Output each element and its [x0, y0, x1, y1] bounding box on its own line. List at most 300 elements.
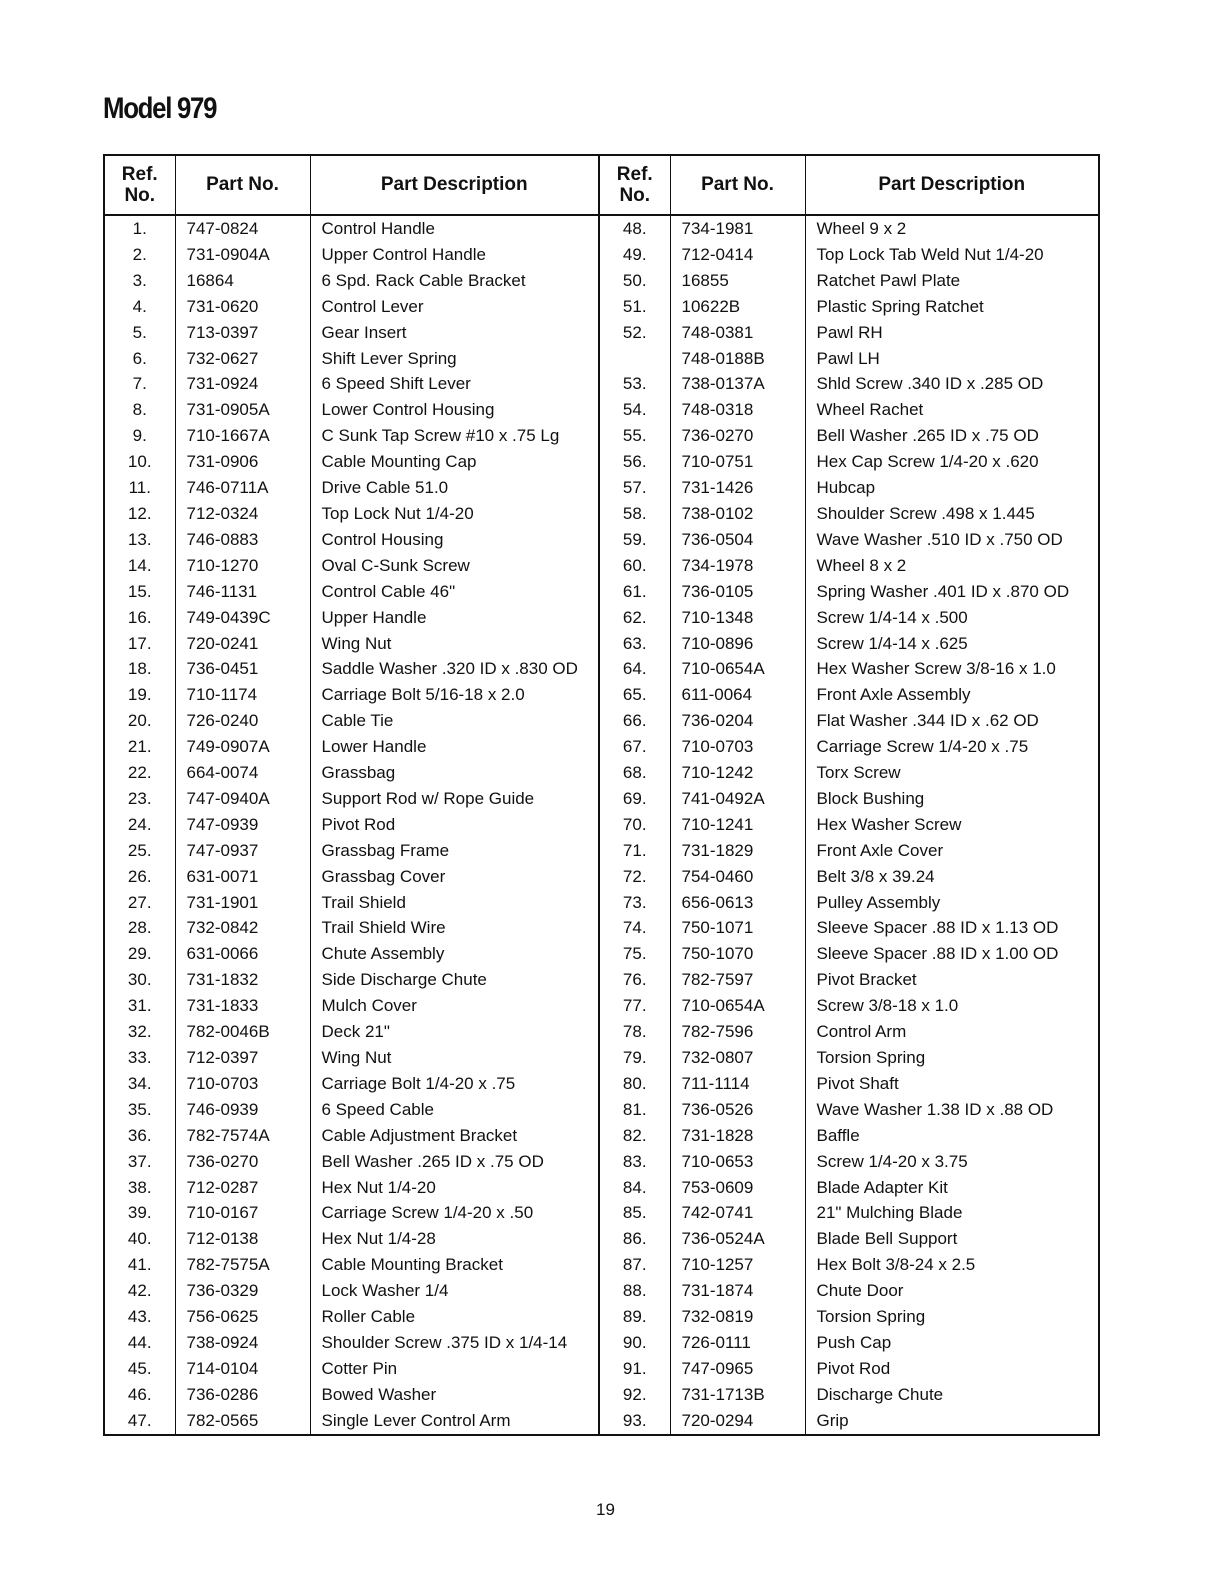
left-ref-no-cell: 47. — [127, 1410, 152, 1430]
right-part-no-cell: 712-0414 — [670, 242, 805, 268]
left-part-description-cell: Hex Nut 1/4-28 — [310, 1226, 599, 1252]
right-part-description-cell: Block Bushing — [805, 786, 1099, 812]
table-row — [104, 941, 1099, 967]
left-ref-no-cell: 8. — [132, 400, 147, 420]
left-part-description-cell: C Sunk Tap Screw #10 x .75 Lg — [310, 423, 599, 449]
right-ref-no-cell: 81. — [599, 1097, 670, 1123]
left-part-description-cell: Control Cable 46" — [310, 579, 599, 605]
left-ref-no-cell: 3. — [132, 270, 147, 290]
left-ref-no-cell: 24. — [127, 814, 152, 834]
right-part-description-cell: Plastic Spring Ratchet — [805, 294, 1099, 320]
right-part-no-cell: 750-1070 — [670, 941, 805, 967]
left-part-description-cell: Control Housing — [310, 527, 599, 553]
right-ref-no-cell: 50. — [599, 268, 670, 294]
right-ref-no-cell: 52. — [599, 320, 670, 346]
right-part-description-cell: Hex Washer Screw — [805, 812, 1099, 838]
left-ref-no-cell: 25. — [127, 840, 152, 860]
left-ref-no-cell: 30. — [127, 970, 152, 990]
left-part-no-cell: 710-0167 — [175, 1200, 310, 1226]
left-part-description-cell: Gear Insert — [310, 320, 599, 346]
left-part-description-cell: Deck 21" — [310, 1019, 599, 1045]
right-part-description-cell: Pawl RH — [805, 320, 1099, 346]
page-title: Model 979 — [103, 92, 217, 125]
right-part-description-cell: Bell Washer .265 ID x .75 OD — [805, 423, 1099, 449]
left-part-no-cell: 710-1270 — [175, 553, 310, 579]
left-part-no-cell: 710-0703 — [175, 1071, 310, 1097]
right-part-no-cell: 710-0703 — [670, 734, 805, 760]
right-part-no-cell: 710-0751 — [670, 449, 805, 475]
left-part-description-cell: Pivot Rod — [310, 812, 599, 838]
right-part-no-cell: 16855 — [670, 268, 805, 294]
left-ref-no-cell: 42. — [127, 1281, 152, 1301]
left-part-description-cell: Upper Handle — [310, 605, 599, 631]
right-part-description-cell: Carriage Screw 1/4-20 x .75 — [805, 734, 1099, 760]
left-ref-no-cell: 26. — [127, 866, 152, 886]
right-ref-no-cell: 70. — [599, 812, 670, 838]
left-part-description-cell: Shift Lever Spring — [310, 346, 599, 372]
left-part-description-cell: Lower Control Housing — [310, 397, 599, 423]
left-part-description-cell: 6 Speed Cable — [310, 1097, 599, 1123]
right-ref-no-cell: 66. — [599, 708, 670, 734]
left-part-description-cell: Carriage Bolt 1/4-20 x .75 — [310, 1071, 599, 1097]
right-part-description-cell: Pivot Bracket — [805, 967, 1099, 993]
right-ref-no-cell: 71. — [599, 838, 670, 864]
left-part-no-cell: 782-7574A — [175, 1123, 310, 1149]
left-part-description-cell: Chute Assembly — [310, 941, 599, 967]
right-part-description-cell: Torsion Spring — [805, 1304, 1099, 1330]
left-part-no-cell: 736-0270 — [175, 1149, 310, 1175]
left-part-description-cell: 6 Speed Shift Lever — [310, 371, 599, 397]
right-ref-no-cell: 75. — [599, 941, 670, 967]
right-ref-no-cell: 86. — [599, 1226, 670, 1252]
left-part-description-cell: Grassbag Frame — [310, 838, 599, 864]
left-ref-no-cell: 20. — [127, 711, 152, 731]
right-ref-no-cell: 76. — [599, 967, 670, 993]
left-ref-no-cell: 19. — [127, 685, 152, 705]
table-row — [104, 631, 1099, 657]
right-part-no-cell: 747-0965 — [670, 1356, 805, 1382]
left-part-no-cell: 712-0287 — [175, 1175, 310, 1201]
table-row — [104, 864, 1099, 890]
right-part-no-cell: 732-0819 — [670, 1304, 805, 1330]
right-part-description-cell: Screw 1/4-14 x .625 — [805, 631, 1099, 657]
table-row — [104, 1149, 1099, 1175]
table-row — [104, 682, 1099, 708]
right-part-description-cell: Pivot Rod — [805, 1356, 1099, 1382]
right-part-description-cell: Shld Screw .340 ID x .285 OD — [805, 371, 1099, 397]
left-part-description-cell: Cable Tie — [310, 708, 599, 734]
right-part-description-cell: Sleeve Spacer .88 ID x 1.13 OD — [805, 915, 1099, 941]
table-row — [104, 1382, 1099, 1408]
table-row — [104, 1278, 1099, 1304]
right-ref-no-cell: 54. — [599, 397, 670, 423]
left-part-description-cell: Support Rod w/ Rope Guide — [310, 786, 599, 812]
right-ref-no-cell: 51. — [599, 294, 670, 320]
table-row — [104, 527, 1099, 553]
right-ref-no-cell: 48. — [599, 215, 670, 242]
right-part-description-cell: Grip — [805, 1408, 1099, 1435]
left-ref-no-cell: 12. — [127, 503, 152, 523]
right-ref-no-cell: 72. — [599, 864, 670, 890]
table-row — [104, 294, 1099, 320]
header-part-description: Part Description — [805, 155, 1099, 215]
right-ref-no-cell: 49. — [599, 242, 670, 268]
right-part-description-cell: Wave Washer 1.38 ID x .88 OD — [805, 1097, 1099, 1123]
left-part-no-cell: 749-0907A — [175, 734, 310, 760]
left-part-no-cell: 782-0046B — [175, 1019, 310, 1045]
table-row — [104, 1252, 1099, 1278]
right-part-description-cell: Wheel Rachet — [805, 397, 1099, 423]
left-part-description-cell: Roller Cable — [310, 1304, 599, 1330]
left-ref-no-cell: 17. — [127, 633, 152, 653]
right-ref-no-cell: 60. — [599, 553, 670, 579]
right-ref-no-cell: 93. — [599, 1408, 670, 1435]
left-part-no-cell: 736-0451 — [175, 656, 310, 682]
table-row — [104, 786, 1099, 812]
left-part-no-cell: 712-0397 — [175, 1045, 310, 1071]
left-part-no-cell: 782-7575A — [175, 1252, 310, 1278]
right-part-no-cell: 742-0741 — [670, 1200, 805, 1226]
left-part-no-cell: 731-0620 — [175, 294, 310, 320]
table-row — [104, 1200, 1099, 1226]
left-part-no-cell: 746-0711A — [175, 475, 310, 501]
right-part-description-cell: Front Axle Cover — [805, 838, 1099, 864]
right-part-description-cell: Hex Bolt 3/8-24 x 2.5 — [805, 1252, 1099, 1278]
left-part-description-cell: Trail Shield Wire — [310, 915, 599, 941]
right-part-no-cell: 710-0654A — [670, 656, 805, 682]
header-ref-line-2: No. — [619, 185, 651, 206]
left-part-description-cell: Cable Adjustment Bracket — [310, 1123, 599, 1149]
header-part-no: Part No. — [175, 155, 310, 215]
right-part-no-cell: 736-0504 — [670, 527, 805, 553]
left-part-description-cell: Hex Nut 1/4-20 — [310, 1175, 599, 1201]
left-ref-no-cell: 7. — [132, 374, 147, 394]
table-row — [104, 1045, 1099, 1071]
left-part-description-cell: Carriage Screw 1/4-20 x .50 — [310, 1200, 599, 1226]
right-ref-no-cell: 92. — [599, 1382, 670, 1408]
right-part-no-cell: 736-0105 — [670, 579, 805, 605]
left-ref-no-cell: 14. — [127, 555, 152, 575]
left-part-description-cell: Lock Washer 1/4 — [310, 1278, 599, 1304]
left-part-description-cell: Side Discharge Chute — [310, 967, 599, 993]
right-part-no-cell: 710-1348 — [670, 605, 805, 631]
left-ref-no-cell: 32. — [127, 1022, 152, 1042]
left-part-description-cell: 6 Spd. Rack Cable Bracket — [310, 268, 599, 294]
right-ref-no-cell: 63. — [599, 631, 670, 657]
left-ref-no-cell: 45. — [127, 1358, 152, 1378]
right-ref-no-cell: 91. — [599, 1356, 670, 1382]
left-ref-no-cell: 6. — [132, 348, 147, 368]
right-part-no-cell: 710-1242 — [670, 760, 805, 786]
right-ref-no-cell: 55. — [599, 423, 670, 449]
left-part-description-cell: Cable Mounting Cap — [310, 449, 599, 475]
right-part-no-cell: 710-0896 — [670, 631, 805, 657]
left-part-description-cell: Single Lever Control Arm — [310, 1408, 599, 1435]
right-part-no-cell: 611-0064 — [670, 682, 805, 708]
left-part-no-cell: 664-0074 — [175, 760, 310, 786]
left-ref-no-cell: 28. — [127, 918, 152, 938]
left-part-no-cell: 731-1832 — [175, 967, 310, 993]
header-ref-no — [104, 155, 175, 215]
right-part-description-cell: Front Axle Assembly — [805, 682, 1099, 708]
left-part-description-cell: Wing Nut — [310, 1045, 599, 1071]
right-ref-no-cell: 90. — [599, 1330, 670, 1356]
right-part-description-cell: Screw 1/4-14 x .500 — [805, 605, 1099, 631]
left-part-description-cell: Cotter Pin — [310, 1356, 599, 1382]
left-part-description-cell: Control Handle — [310, 215, 599, 242]
left-part-description-cell: Mulch Cover — [310, 993, 599, 1019]
table-row — [104, 371, 1099, 397]
right-part-no-cell: 782-7597 — [670, 967, 805, 993]
page-number: 19 — [596, 1500, 615, 1519]
left-ref-no-cell: 5. — [132, 322, 147, 342]
right-part-no-cell: 736-0204 — [670, 708, 805, 734]
table-row — [104, 838, 1099, 864]
left-part-description-cell: Upper Control Handle — [310, 242, 599, 268]
right-part-description-cell: Spring Washer .401 ID x .870 OD — [805, 579, 1099, 605]
header-part-description: Part Description — [310, 155, 599, 215]
table-row — [104, 734, 1099, 760]
left-part-no-cell: 747-0824 — [175, 215, 310, 242]
right-ref-no-cell: 77. — [599, 993, 670, 1019]
right-part-no-cell: 731-1874 — [670, 1278, 805, 1304]
right-part-description-cell: Screw 1/4-20 x 3.75 — [805, 1149, 1099, 1175]
table-row — [104, 656, 1099, 682]
left-ref-no-cell: 11. — [128, 478, 151, 498]
left-part-description-cell: Wing Nut — [310, 631, 599, 657]
right-part-description-cell: Screw 3/8-18 x 1.0 — [805, 993, 1099, 1019]
right-ref-no-cell: 88. — [599, 1278, 670, 1304]
left-part-no-cell: 712-0324 — [175, 501, 310, 527]
right-part-no-cell: 711-1114 — [670, 1071, 805, 1097]
table-row — [104, 320, 1099, 346]
left-ref-no-cell: 15. — [127, 581, 152, 601]
left-ref-no-cell: 43. — [127, 1307, 152, 1327]
left-ref-no-cell: 34. — [127, 1073, 152, 1093]
right-part-no-cell: 710-0654A — [670, 993, 805, 1019]
right-part-no-cell: 656-0613 — [670, 890, 805, 916]
right-part-no-cell: 754-0460 — [670, 864, 805, 890]
right-part-description-cell: Wheel 9 x 2 — [805, 215, 1099, 242]
left-ref-no-cell: 18. — [127, 659, 152, 679]
right-part-description-cell: Discharge Chute — [805, 1382, 1099, 1408]
left-part-no-cell: 712-0138 — [175, 1226, 310, 1252]
right-ref-no-cell: 67. — [599, 734, 670, 760]
right-part-description-cell: 21" Mulching Blade — [805, 1200, 1099, 1226]
right-part-no-cell: 736-0526 — [670, 1097, 805, 1123]
right-ref-no-cell: 58. — [599, 501, 670, 527]
left-part-no-cell: 16864 — [175, 268, 310, 294]
table-row — [104, 605, 1099, 631]
table-row — [104, 708, 1099, 734]
table-row — [104, 397, 1099, 423]
header-ref-line-1: Ref. — [616, 164, 653, 185]
left-part-description-cell: Oval C-Sunk Screw — [310, 553, 599, 579]
right-part-description-cell: Torx Screw — [805, 760, 1099, 786]
right-ref-no-cell: 87. — [599, 1252, 670, 1278]
right-part-no-cell: 736-0270 — [670, 423, 805, 449]
left-ref-no-cell: 13. — [127, 529, 152, 549]
right-part-no-cell: 782-7596 — [670, 1019, 805, 1045]
right-ref-no-cell: 53. — [599, 371, 670, 397]
right-part-description-cell: Hubcap — [805, 475, 1099, 501]
table-row — [104, 1019, 1099, 1045]
right-part-no-cell: 738-0102 — [670, 501, 805, 527]
left-ref-no-cell: 29. — [127, 944, 152, 964]
right-ref-no-cell: 80. — [599, 1071, 670, 1097]
left-ref-no-cell: 27. — [127, 892, 152, 912]
right-ref-no-cell: 57. — [599, 475, 670, 501]
right-part-description-cell: Ratchet Pawl Plate — [805, 268, 1099, 294]
table-row — [104, 1330, 1099, 1356]
right-part-description-cell: Chute Door — [805, 1278, 1099, 1304]
left-part-description-cell: Top Lock Nut 1/4-20 — [310, 501, 599, 527]
right-part-description-cell: Shoulder Screw .498 x 1.445 — [805, 501, 1099, 527]
left-part-description-cell: Bowed Washer — [310, 1382, 599, 1408]
left-part-no-cell: 731-0924 — [175, 371, 310, 397]
left-ref-no-cell: 22. — [127, 763, 152, 783]
left-part-description-cell: Grassbag Cover — [310, 864, 599, 890]
left-ref-no-cell: 31. — [127, 996, 152, 1016]
left-part-no-cell: 726-0240 — [175, 708, 310, 734]
table-row — [104, 501, 1099, 527]
right-part-description-cell: Hex Cap Screw 1/4-20 x .620 — [805, 449, 1099, 475]
left-part-no-cell: 731-0904A — [175, 242, 310, 268]
header-ref-line-1: Ref. — [121, 164, 158, 185]
left-ref-no-cell: 10. — [127, 452, 152, 472]
left-part-no-cell: 710-1667A — [175, 423, 310, 449]
right-part-description-cell: Wave Washer .510 ID x .750 OD — [805, 527, 1099, 553]
right-part-no-cell: 731-1828 — [670, 1123, 805, 1149]
left-part-no-cell: 631-0066 — [175, 941, 310, 967]
left-part-description-cell: Bell Washer .265 ID x .75 OD — [310, 1149, 599, 1175]
header-ref-no — [599, 155, 670, 215]
table-row — [104, 268, 1099, 294]
right-part-no-cell: 748-0188B — [670, 346, 805, 372]
right-ref-no-cell: 64. — [599, 656, 670, 682]
left-part-no-cell: 747-0937 — [175, 838, 310, 864]
right-part-description-cell: Belt 3/8 x 39.24 — [805, 864, 1099, 890]
left-part-no-cell: 782-0565 — [175, 1408, 310, 1435]
right-part-no-cell: 710-1241 — [670, 812, 805, 838]
left-part-no-cell: 736-0286 — [175, 1382, 310, 1408]
right-ref-no-cell: 69. — [599, 786, 670, 812]
right-ref-no-cell: 79. — [599, 1045, 670, 1071]
header-part-no: Part No. — [670, 155, 805, 215]
left-ref-no-cell: 23. — [127, 788, 152, 808]
table-row — [104, 812, 1099, 838]
table-row — [104, 993, 1099, 1019]
left-part-description-cell: Trail Shield — [310, 890, 599, 916]
right-part-description-cell: Sleeve Spacer .88 ID x 1.00 OD — [805, 941, 1099, 967]
right-part-no-cell: 731-1829 — [670, 838, 805, 864]
right-part-no-cell: 753-0609 — [670, 1175, 805, 1201]
left-ref-no-cell: 2. — [132, 244, 147, 264]
left-part-description-cell: Grassbag — [310, 760, 599, 786]
right-part-no-cell: 731-1426 — [670, 475, 805, 501]
table-row — [104, 1097, 1099, 1123]
table-row — [104, 1304, 1099, 1330]
left-ref-no-cell: 1. — [132, 219, 147, 238]
left-part-no-cell: 731-1901 — [175, 890, 310, 916]
right-part-description-cell: Blade Bell Support — [805, 1226, 1099, 1252]
right-part-description-cell: Flat Washer .344 ID x .62 OD — [805, 708, 1099, 734]
right-part-no-cell: 748-0318 — [670, 397, 805, 423]
right-ref-no-cell — [599, 346, 670, 372]
right-part-no-cell: 10622B — [670, 294, 805, 320]
left-part-no-cell: 731-1833 — [175, 993, 310, 1019]
left-part-no-cell: 736-0329 — [175, 1278, 310, 1304]
right-ref-no-cell: 82. — [599, 1123, 670, 1149]
right-part-no-cell: 750-1071 — [670, 915, 805, 941]
right-part-description-cell: Pawl LH — [805, 346, 1099, 372]
table-row — [104, 1071, 1099, 1097]
left-ref-no-cell: 37. — [127, 1151, 152, 1171]
right-ref-no-cell: 78. — [599, 1019, 670, 1045]
left-ref-no-cell: 36. — [127, 1125, 152, 1145]
right-part-no-cell: 710-1257 — [670, 1252, 805, 1278]
right-part-no-cell: 734-1981 — [670, 215, 805, 242]
left-ref-no-cell: 46. — [127, 1384, 152, 1404]
right-ref-no-cell: 89. — [599, 1304, 670, 1330]
right-part-description-cell: Push Cap — [805, 1330, 1099, 1356]
table-row — [104, 1226, 1099, 1252]
table-row — [104, 423, 1099, 449]
left-part-no-cell: 714-0104 — [175, 1356, 310, 1382]
left-part-no-cell: 713-0397 — [175, 320, 310, 346]
right-part-no-cell: 731-1713B — [670, 1382, 805, 1408]
right-part-description-cell: Pivot Shaft — [805, 1071, 1099, 1097]
table-header-row — [104, 155, 1099, 215]
table-row — [104, 1408, 1099, 1435]
right-part-description-cell: Control Arm — [805, 1019, 1099, 1045]
left-part-description-cell: Carriage Bolt 5/16-18 x 2.0 — [310, 682, 599, 708]
left-part-no-cell: 732-0842 — [175, 915, 310, 941]
table-row — [104, 553, 1099, 579]
right-part-description-cell: Blade Adapter Kit — [805, 1175, 1099, 1201]
left-part-no-cell: 732-0627 — [175, 346, 310, 372]
right-part-no-cell: 732-0807 — [670, 1045, 805, 1071]
left-part-no-cell: 710-1174 — [175, 682, 310, 708]
table-row — [104, 346, 1099, 372]
right-ref-no-cell: 56. — [599, 449, 670, 475]
right-part-no-cell: 736-0524A — [670, 1226, 805, 1252]
left-part-no-cell: 631-0071 — [175, 864, 310, 890]
left-ref-no-cell: 40. — [127, 1229, 152, 1249]
left-part-no-cell: 747-0939 — [175, 812, 310, 838]
left-ref-no-cell: 35. — [127, 1099, 152, 1119]
right-part-description-cell: Pulley Assembly — [805, 890, 1099, 916]
left-ref-no-cell: 44. — [127, 1332, 152, 1352]
left-part-no-cell: 746-0883 — [175, 527, 310, 553]
left-ref-no-cell: 39. — [127, 1203, 152, 1223]
left-ref-no-cell: 38. — [127, 1177, 152, 1197]
right-ref-no-cell: 74. — [599, 915, 670, 941]
left-part-no-cell: 731-0906 — [175, 449, 310, 475]
table-row — [104, 1175, 1099, 1201]
table-row — [104, 215, 1099, 242]
table-row — [104, 967, 1099, 993]
left-ref-no-cell: 21. — [127, 737, 152, 757]
left-part-no-cell: 746-0939 — [175, 1097, 310, 1123]
left-part-description-cell: Lower Handle — [310, 734, 599, 760]
left-ref-no-cell: 41. — [127, 1255, 152, 1275]
table-row — [104, 242, 1099, 268]
left-part-no-cell: 756-0625 — [175, 1304, 310, 1330]
right-ref-no-cell: 59. — [599, 527, 670, 553]
left-ref-no-cell: 9. — [132, 426, 147, 446]
table-row — [104, 1123, 1099, 1149]
